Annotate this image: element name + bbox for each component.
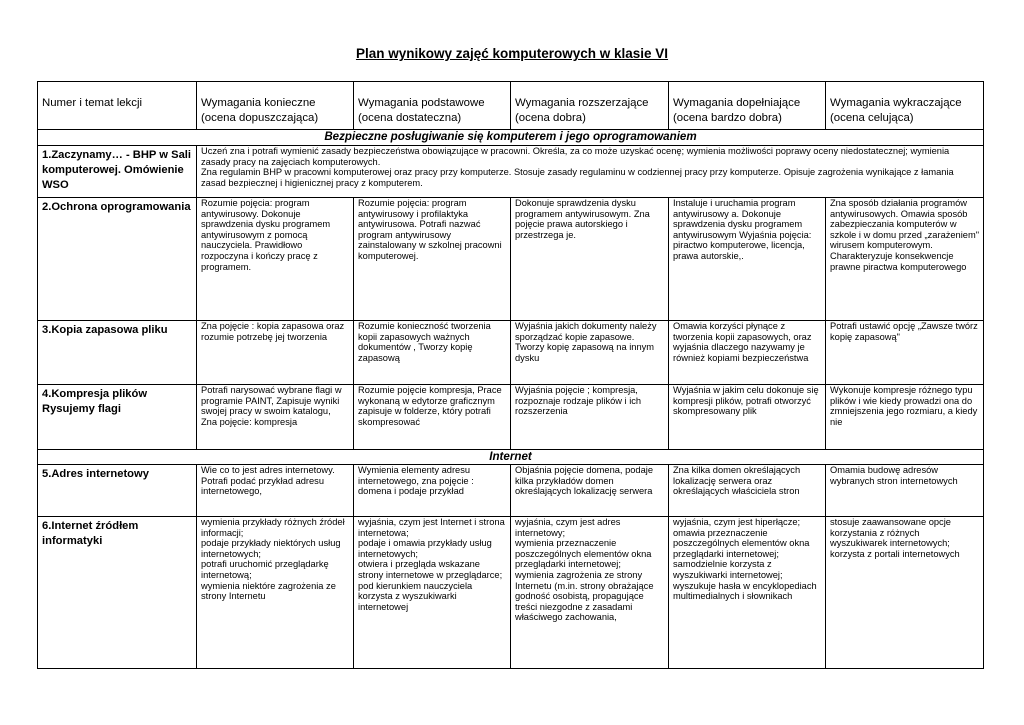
requirement-cell: Potrafi narysować wybrane flagi w programie PAINT, Zapisuje wyniki swojej pracy w swoim katalogu, Zna pojęcie: kompresja: [197, 385, 354, 450]
requirement-cell: Potrafi ustawić opcję „Zawsze twórz kopię zapasową": [826, 321, 984, 385]
requirement-cell: Rozumie pojęcie kompresja, Prace wykonaną w edytorze graficznym zapisuje w folderze, który potrafi skompresować: [354, 385, 511, 450]
lesson-title: 1.Zaczynamy… - BHP w Sali komputerowej. Omówienie WSO: [38, 146, 197, 198]
requirement-cell-merged: Uczeń zna i potrafi wymienić zasady bezpieczeństwa obowiązujące w pracowni. Określa, za co może uzyskać ocenę; wymienia możliwości poprawy oceny niedostatecznej; wymienia zasady pracy na zajęciach komputerowych. Zna regulamin BHP w pracowni komputerowej oraz pracy przy komputerze. Stosuje zasady regulaminu w codziennej pracy przy komputerze. Opisuje zagrożenia wynikające z łamania zasad bezpiecznej i higienicznej pracy z komputerem.: [197, 146, 984, 198]
table-row: [38, 385, 984, 450]
section-title: Bezpieczne posługiwanie się komputerem i jego oprogramowaniem: [38, 130, 984, 146]
requirement-cell: Wie co to jest adres internetowy. Potrafi podać przykład adresu internetowego,: [197, 465, 354, 517]
requirement-cell: Rozumie konieczność tworzenia kopii zapasowych ważnych dokumentów , Tworzy kopię zapasową: [354, 321, 511, 385]
requirement-cell: wyjaśnia, czym jest Internet i strona internetowa; podaje i omawia przykłady usług internetowych; otwiera i przegląda wskazane strony internetowe w przeglądarce; pod kierunkiem nauczyciela korzysta z wyszukiwarki internetowej: [354, 517, 511, 669]
lesson-title: 2.Ochrona oprogramowania: [38, 198, 197, 321]
lesson-title: 4.Kompresja plików Rysujemy flagi: [38, 385, 197, 450]
requirement-cell: Wymienia elementy adresu internetowego, zna pojęcie : domena i podaje przykład: [354, 465, 511, 517]
requirement-cell: Omawia korzyści płynące z tworzenia kopii zapasowych, oraz wyjaśnia dlaczego nazywamy je również kopiami bezpieczeństwa: [669, 321, 826, 385]
section-row: [38, 130, 984, 146]
header-lesson: Numer i temat lekcji: [38, 82, 197, 130]
requirement-cell: wymienia przykłady różnych źródeł informacji; podaje przykłady niektórych usług internetowych; potrafi uruchomić przeglądarkę internetową; wymienia niektóre zagrożenia ze strony Internetu: [197, 517, 354, 669]
requirement-cell: Objaśnia pojęcie domena, podaje kilka przykładów domen określających lokalizację serwera: [511, 465, 669, 517]
header-row: [38, 82, 984, 130]
table-row: [38, 517, 984, 669]
requirement-cell: Omamia budowę adresów wybranych stron internetowych: [826, 465, 984, 517]
requirement-cell: Zna kilka domen określających lokalizację serwera oraz określających właściciela stron: [669, 465, 826, 517]
requirement-cell: Rozumie pojęcia: program antywirusowy i profilaktyka antywirusowa. Potrafi nazwać program antywirusowy zainstalowany w szkolnej pracowni komputerowej.: [354, 198, 511, 321]
table-row: [38, 321, 984, 385]
requirement-cell: Zna pojęcie : kopia zapasowa oraz rozumie potrzebę jej tworzenia: [197, 321, 354, 385]
requirement-cell: stosuje zaawansowane opcje korzystania z różnych wyszukiwarek internetowych; korzysta z portali internetowych: [826, 517, 984, 669]
requirement-cell: Rozumie pojęcia: program antywirusowy. Dokonuje sprawdzenia dysku programem antywirusowym z pomocą nauczyciela. Prawidłowo rozpoczyna i kończy pracę z programem.: [197, 198, 354, 321]
header-exceeding: Wymagania wykraczające (ocena celująca): [826, 82, 984, 130]
table-row: [38, 465, 984, 517]
header-complementary: Wymagania dopełniające (ocena bardzo dobra): [669, 82, 826, 130]
requirement-cell: Wyjaśnia pojęcie ; kompresja, rozpoznaje rodzaje plików i ich rozszerzenia: [511, 385, 669, 450]
plan-table: [37, 81, 984, 669]
requirement-cell: Wyjaśnia w jakim celu dokonuje się kompresji plików, potrafi otworzyć skompresowany plik: [669, 385, 826, 450]
page-title: Plan wynikowy zajęć komputerowych w klasie VI: [355, 46, 669, 61]
lesson-title: 6.Internet źródłem informatyki: [38, 517, 197, 669]
header-basic: Wymagania podstawowe (ocena dostateczna): [354, 82, 511, 130]
requirement-cell: Wykonuje kompresje różnego typu plików i wie kiedy prowadzi ona do zmniejszenia jego rozmiaru, a kiedy nie: [826, 385, 984, 450]
section-title: Internet: [38, 450, 984, 465]
table-row: [38, 198, 984, 321]
table-row: [38, 146, 984, 198]
lesson-title: 3.Kopia zapasowa pliku: [38, 321, 197, 385]
lesson-title: 5.Adres internetowy: [38, 465, 197, 517]
requirement-cell: wyjaśnia, czym jest adres internetowy; wymienia przeznaczenie poszczególnych elementów okna przeglądarki internetowej; wymienia zagrożenia ze strony Internetu (m.in. strony obrażające godność osobistą, propagujące treści niezgodne z zasadami właściwego zachowania,: [511, 517, 669, 669]
requirement-cell: Wyjaśnia jakich dokumenty należy sporządzać kopie zapasowe. Tworzy kopię zapasową na innym dysku: [511, 321, 669, 385]
header-required: Wymagania konieczne (ocena dopuszczająca): [197, 82, 354, 130]
requirement-cell: Instaluje i uruchamia program antywirusowy a. Dokonuje sprawdzenia dysku programem antywirusowym Wyjaśnia pojęcia: piractwo komputerowe, licencja, prawa autorskie,.: [669, 198, 826, 321]
requirement-cell: Dokonuje sprawdzenia dysku programem antywirusowym. Zna pojęcie prawa autorskiego i przestrzega je.: [511, 198, 669, 321]
requirement-cell: Zna sposób działania programów antywirusowych. Omawia sposób zabezpieczania komputerów w szkole i w domu przed „zarażeniem" wirusem komputerowym. Charakteryzuje konsekwencje prawne piractwa komputerowego: [826, 198, 984, 321]
header-extended: Wymagania rozszerzające (ocena dobra): [511, 82, 669, 130]
section-row: [38, 450, 984, 465]
requirement-cell: wyjaśnia, czym jest hiperłącze; omawia przeznaczenie poszczególnych elementów okna przeglądarki internetowej; samodzielnie korzysta z wyszukiwarki internetowej; wyszukuje hasła w encyklopediach multimedialnych i słownikach: [669, 517, 826, 669]
